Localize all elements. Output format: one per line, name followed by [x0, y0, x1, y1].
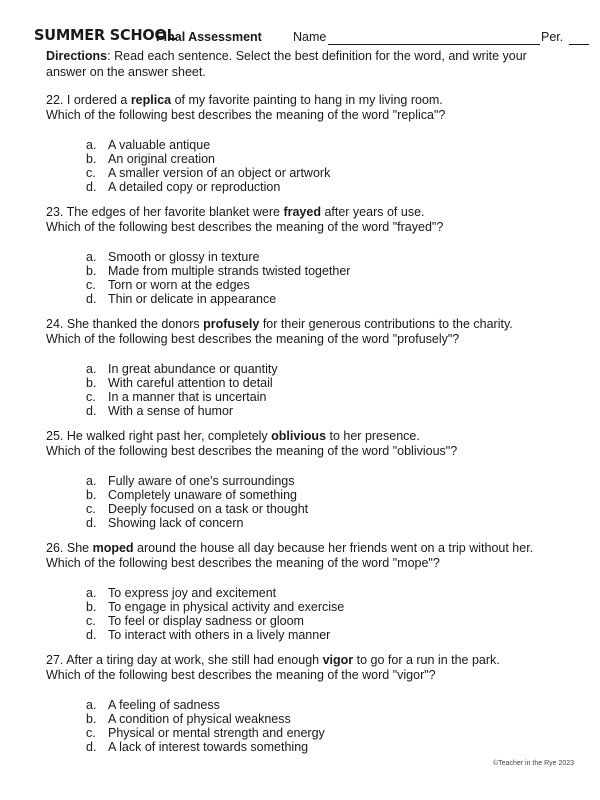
- option-b: [46, 264, 566, 278]
- option-text: Made from multiple strands twisted together: [108, 264, 351, 278]
- option-a: [46, 362, 566, 376]
- option-text: Fully aware of one's surroundings: [108, 474, 295, 488]
- question-number: 24.: [46, 317, 64, 331]
- question-number: 27.: [46, 653, 64, 667]
- question-prompt: Which of the following best describes the meaning of the word "vigor"?: [46, 668, 436, 682]
- option-b: [46, 376, 566, 390]
- vocab-word: moped: [92, 541, 134, 555]
- option-text: Thin or delicate in appearance: [108, 292, 277, 306]
- option-b: [46, 152, 566, 166]
- option-text: In great abundance or quantity: [108, 362, 278, 376]
- question-prompt: Which of the following best describes the meaning of the word "mope"?: [46, 556, 440, 570]
- option-letter: c.: [86, 278, 96, 292]
- name-blank-line: [328, 44, 540, 45]
- option-letter: c.: [86, 726, 96, 740]
- vocab-word: vigor: [322, 653, 354, 667]
- option-d: [46, 404, 566, 418]
- option-b: [46, 600, 566, 614]
- option-letter: a.: [86, 698, 97, 712]
- option-text: A feeling of sadness: [108, 698, 220, 712]
- option-a: [46, 586, 566, 600]
- assessment-title: Final Assessment: [156, 30, 262, 44]
- sentence-end: of my favorite painting to hang in my living room.: [171, 93, 443, 107]
- option-c: [46, 726, 566, 740]
- option-text: Physical or mental strength and energy: [108, 726, 325, 740]
- directions-text: : Read each sentence. Select the best definition for the word, and write your answer on the answer sheet.: [46, 49, 527, 79]
- option-text: A condition of physical weakness: [108, 712, 291, 726]
- answer-options: [46, 138, 566, 194]
- option-letter: b.: [86, 264, 97, 278]
- option-letter: c.: [86, 614, 96, 628]
- vocab-word: oblivious: [271, 429, 327, 443]
- option-letter: a.: [86, 474, 97, 488]
- option-text: Deeply focused on a task or thought: [108, 502, 309, 516]
- vocab-word: frayed: [283, 205, 321, 219]
- option-text: With careful attention to detail: [108, 376, 273, 390]
- school-title: SUMMER SCHOOL: [34, 27, 176, 45]
- copyright-notice: ©Teacher in the Rye 2023: [493, 760, 575, 767]
- option-c: [46, 166, 566, 180]
- question-sentence: [46, 429, 566, 444]
- question-number: 22.: [46, 93, 64, 107]
- option-text: With a sense of humor: [108, 404, 234, 418]
- option-c: [46, 614, 566, 628]
- sentence-end: after years of use.: [320, 205, 425, 219]
- question-number: 25.: [46, 429, 64, 443]
- name-label: Name: [293, 30, 327, 44]
- option-letter: b.: [86, 712, 97, 726]
- sentence-start: I ordered a: [66, 93, 131, 107]
- option-letter: d.: [86, 292, 97, 306]
- option-text: In a manner that is uncertain: [108, 390, 267, 404]
- option-letter: a.: [86, 586, 97, 600]
- option-text: Smooth or glossy in texture: [108, 250, 260, 264]
- option-text: A detailed copy or reproduction: [108, 180, 281, 194]
- answer-options: [46, 586, 566, 642]
- question-sentence: [46, 653, 566, 668]
- question-25: [46, 429, 566, 530]
- option-text: Torn or worn at the edges: [108, 278, 250, 292]
- sentence-start: She thanked the donors: [66, 317, 204, 331]
- option-letter: d.: [86, 180, 97, 194]
- question-27: [46, 653, 566, 754]
- option-d: [46, 516, 566, 530]
- question-number: 23.: [46, 205, 64, 219]
- answer-options: [46, 362, 566, 418]
- option-c: [46, 502, 566, 516]
- option-letter: d.: [86, 628, 97, 642]
- option-text: A valuable antique: [108, 138, 211, 152]
- option-d: [46, 740, 566, 754]
- question-22: [46, 93, 566, 194]
- option-letter: b.: [86, 152, 97, 166]
- option-text: To express joy and excitement: [108, 586, 277, 600]
- option-letter: c.: [86, 166, 96, 180]
- option-letter: c.: [86, 390, 96, 404]
- answer-options: [46, 698, 566, 754]
- option-letter: a.: [86, 362, 97, 376]
- option-a: [46, 138, 566, 152]
- option-text: Showing lack of concern: [108, 516, 244, 530]
- option-text: To interact with others in a lively manner: [108, 628, 331, 642]
- answer-options: [46, 474, 566, 530]
- question-sentence: [46, 317, 566, 332]
- option-letter: d.: [86, 404, 97, 418]
- option-c: [46, 278, 566, 292]
- sentence-end: to her presence.: [326, 429, 420, 443]
- sentence-end: to go for a run in the park.: [353, 653, 500, 667]
- question-23: [46, 205, 566, 306]
- option-c: [46, 390, 566, 404]
- option-letter: b.: [86, 488, 97, 502]
- period-label: Per.: [541, 30, 564, 44]
- sentence-start: She: [66, 541, 93, 555]
- question-sentence: [46, 541, 566, 556]
- option-letter: a.: [86, 138, 97, 152]
- answer-options: [46, 250, 566, 306]
- question-prompt: Which of the following best describes the meaning of the word "replica"?: [46, 108, 446, 122]
- option-letter: a.: [86, 250, 97, 264]
- vocab-word: profusely: [203, 317, 260, 331]
- question-prompt: Which of the following best describes the meaning of the word "frayed"?: [46, 220, 444, 234]
- option-text: To engage in physical activity and exercise: [108, 600, 345, 614]
- question-sentence: [46, 205, 566, 220]
- question-prompt: Which of the following best describes the meaning of the word "profusely"?: [46, 332, 460, 346]
- option-text: An original creation: [108, 152, 216, 166]
- directions-label: Directions: [46, 49, 108, 63]
- option-text: A smaller version of an object or artwork: [108, 166, 331, 180]
- option-a: [46, 698, 566, 712]
- question-24: [46, 317, 566, 418]
- option-text: A lack of interest towards something: [108, 740, 309, 754]
- sentence-start: He walked right past her, completely: [66, 429, 272, 443]
- period-blank-line: [569, 44, 589, 45]
- directions: [46, 48, 566, 80]
- sentence-start: After a tiring day at work, she still had enough: [66, 653, 323, 667]
- vocab-word: replica: [130, 93, 172, 107]
- option-letter: d.: [86, 740, 97, 754]
- option-d: [46, 180, 566, 194]
- question-sentence: [46, 93, 566, 108]
- option-a: [46, 250, 566, 264]
- option-text: Completely unaware of something: [108, 488, 297, 502]
- option-d: [46, 628, 566, 642]
- sentence-start: The edges of her favorite blanket were: [66, 205, 284, 219]
- worksheet-header: [34, 27, 564, 50]
- sentence-end: around the house all day because her friends went on a trip without her.: [133, 541, 534, 555]
- option-b: [46, 712, 566, 726]
- option-d: [46, 292, 566, 306]
- option-b: [46, 488, 566, 502]
- question-prompt: Which of the following best describes the meaning of the word "oblivious"?: [46, 444, 458, 458]
- question-26: [46, 541, 566, 642]
- option-letter: c.: [86, 502, 96, 516]
- question-number: 26.: [46, 541, 64, 555]
- option-letter: d.: [86, 516, 97, 530]
- option-text: To feel or display sadness or gloom: [108, 614, 304, 628]
- option-a: [46, 474, 566, 488]
- option-letter: b.: [86, 600, 97, 614]
- sentence-end: for their generous contributions to the charity.: [259, 317, 513, 331]
- option-letter: b.: [86, 376, 97, 390]
